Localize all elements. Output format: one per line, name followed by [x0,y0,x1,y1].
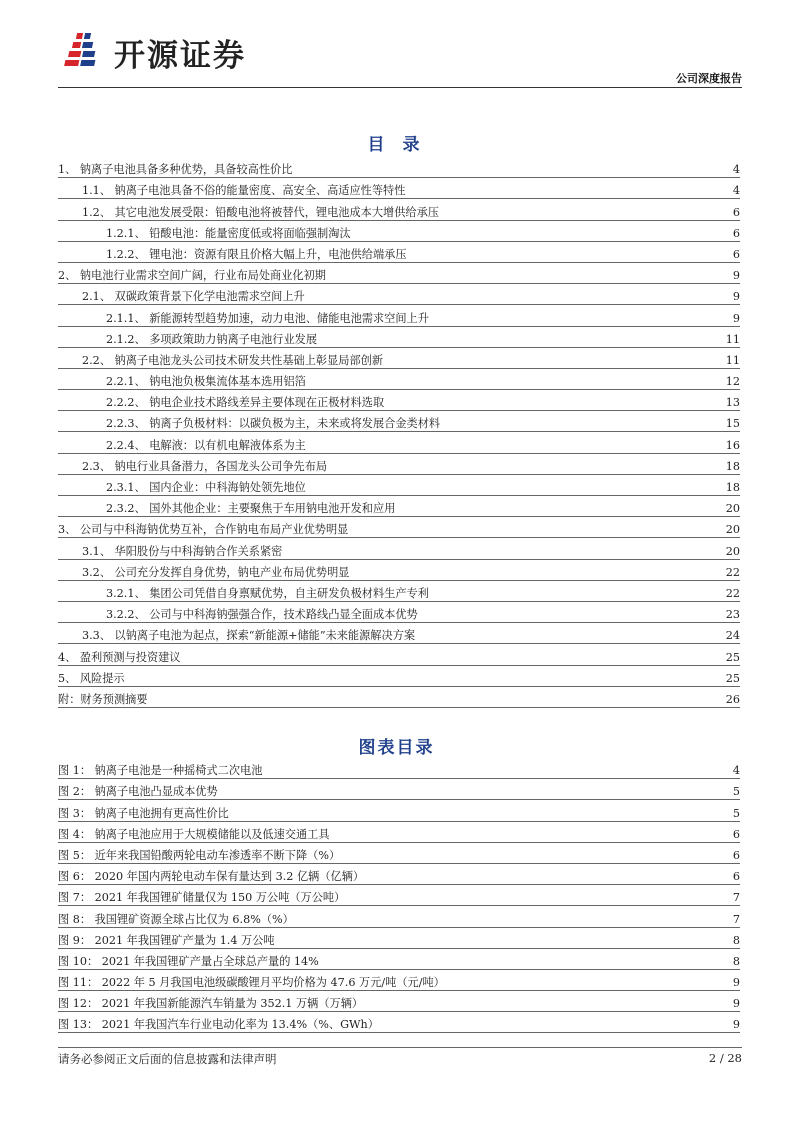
toc-entry-page: 9 [730,289,740,304]
figure-entry-label: 图 2： 钠离子电池凸显成本优势 [58,785,218,799]
company-name: 开源证券 [114,37,246,74]
toc-entry-label: 1.2.1、 铅酸电池：能量密度低或将面临强制淘汰 [106,226,351,240]
figure-entry-label: 图 13： 2021 年我国汽车行业电动化率为 13.4%（%、GWh） [58,1018,379,1032]
toc-entry[interactable] [58,414,740,435]
figure-entry-page: 9 [730,1017,740,1032]
leader-line [58,686,740,687]
figure-entry[interactable] [58,888,740,909]
leader-line [58,389,740,390]
toc-entry[interactable] [58,308,740,329]
toc-entry-page: 20 [723,544,740,559]
toc-entry[interactable] [58,520,740,541]
figure-entry-page: 6 [730,827,740,842]
toc-entry-page: 6 [730,226,740,241]
leader-line [58,799,740,800]
toc-entry-label: 1、 钠离子电池具备多种优势，具备较高性价比 [58,163,293,177]
figure-entry-page: 5 [730,784,740,799]
figure-entry-page: 9 [730,996,740,1011]
toc-entry-page: 13 [723,395,740,410]
toc-entry[interactable] [58,647,740,668]
figure-entry-page: 8 [730,933,740,948]
leader-line [58,622,740,623]
leader-line [58,1011,740,1012]
toc-entry[interactable] [58,541,740,562]
leader-line [58,368,740,369]
figure-entry-page: 7 [730,890,740,905]
toc-entry-page: 9 [730,268,740,283]
leader-line [58,778,740,779]
figure-entry-label: 图 5： 近年来我国铅酸两轮电动车渗透率不断下降（%） [58,848,341,862]
leader-line [58,495,740,496]
leader-line [58,283,740,284]
toc-entry-label: 1.1、 钠离子电池具备不俗的能量密度、高安全、高适应性等特性 [82,184,406,198]
figure-entry-label: 图 4： 钠离子电池应用于大规模储能以及低速交通工具 [58,827,330,841]
figure-entry[interactable] [58,782,740,803]
toc-entry-label: 3.2.2、 公司与中科海钠强强合作，技术路线凸显全面成本优势 [106,608,418,622]
figure-entry[interactable] [58,909,740,930]
toc-entry-page: 25 [723,671,740,686]
figure-entry-label: 图 1： 钠离子电池是一种摇椅式二次电池 [58,764,263,778]
toc-entry-page: 22 [723,586,740,601]
toc-entry-page: 25 [723,650,740,665]
leader-line [58,347,740,348]
figure-entry[interactable] [58,931,740,952]
toc-entry-label: 3.1、 华阳股份与中科海钠合作关系紧密 [82,544,283,558]
leader-line [58,241,740,242]
leader-line [58,559,740,560]
toc-entry-label: 1.2、 其它电池发展受限：铅酸电池将被替代，锂电池成本大增供给承压 [82,205,439,219]
toc-entry[interactable] [58,287,740,308]
figure-entry-page: 6 [730,869,740,884]
toc-entry-label: 2.2.3、 钠离子负极材料：以碳负极为主，未来或将发展合金类材料 [106,417,441,431]
toc-entry[interactable] [58,478,740,499]
toc-entry[interactable] [58,351,740,372]
toc-entry-page: 20 [723,522,740,537]
toc-entry-page: 23 [723,607,740,622]
leader-line [58,431,740,432]
page-header [58,18,742,88]
toc-entry[interactable] [58,626,740,647]
leader-line [58,304,740,305]
leader-line [58,537,740,538]
leader-line [58,863,740,864]
toc-entry-label: 3、 公司与中科海钠优势互补，合作钠电布局产业优势明显 [58,523,349,537]
figure-entry-label: 图 3： 钠离子电池拥有更高性价比 [58,806,229,820]
figure-entry-label: 图 12： 2021 年我国新能源汽车销量为 352.1 万辆（万辆） [58,997,364,1011]
leader-line [58,884,740,885]
figure-entry[interactable] [58,973,740,994]
toc-entry[interactable] [58,669,740,690]
toc-entry-label: 3.3、 以钠离子电池为起点，探索“新能源+储能”未来能源解决方案 [82,629,416,643]
leader-line [58,262,740,263]
leader-line [58,643,740,644]
leader-line [58,601,740,602]
toc-entry-label: 2.2.4、 电解液：以有机电解液体系为主 [106,438,306,452]
toc-entry-label: 2.3、 钠电行业具备潜力，各国龙头公司争先布局 [82,459,328,473]
toc-entry-page: 15 [723,416,740,431]
table-of-contents [58,160,740,711]
company-logo [64,26,246,78]
toc-entry-label: 2.2.1、 钠电池负极集流体基本选用铝箔 [106,375,306,389]
figure-entry-label: 图 7： 2021 年我国锂矿储量仅为 150 万公吨（万公吨） [58,891,346,905]
toc-entry-page: 6 [730,247,740,262]
leader-line [58,842,740,843]
toc-entry-page: 9 [730,311,740,326]
toc-entry[interactable] [58,245,740,266]
figure-entry-label: 图 10： 2021 年我国锂矿产量占全球总产量的 14% [58,954,319,968]
toc-entry-page: 11 [723,353,740,368]
toc-entry[interactable] [58,457,740,478]
toc-entry[interactable] [58,690,740,711]
toc-entry-page: 20 [723,501,740,516]
toc-entry-page: 24 [723,628,740,643]
figure-entry-page: 8 [730,954,740,969]
toc-entry-label: 2.1、 双碳政策背景下化学电池需求空间上升 [82,290,305,304]
figure-entry-page: 7 [730,912,740,927]
toc-entry[interactable] [58,435,740,456]
header-divider [58,87,742,88]
leader-line [58,821,740,822]
toc-entry-label: 附：财务预测摘要 [58,692,148,706]
toc-entry[interactable] [58,330,740,351]
figure-list [58,761,740,1036]
leader-line [58,927,740,928]
toc-entry-page: 11 [723,332,740,347]
toc-entry[interactable] [58,584,740,605]
toc-entry[interactable] [58,224,740,245]
figure-entry-label: 图 6： 2020 年国内两轮电动车保有量达到 3.2 亿辆（亿辆） [58,870,365,884]
leader-line [58,177,740,178]
toc-entry[interactable] [58,266,740,287]
figure-entry-page: 5 [730,806,740,821]
figures-title: 图表目录 [358,738,435,758]
toc-entry-label: 2.2.2、 钠电企业技术路线差异主要体现在正极材料选取 [106,396,385,410]
toc-entry-page: 18 [723,480,740,495]
toc-entry-label: 2.1.1、 新能源转型趋势加速，动力电池、储能电池需求空间上升 [106,311,429,325]
leader-line [58,220,740,221]
report-type-label: 公司深度报告 [676,72,742,85]
figure-entry[interactable] [58,803,740,824]
toc-entry-label: 2、 钠电池行业需求空间广阔，行业布局处商业化初期 [58,269,326,283]
figure-entry-label: 图 11： 2022 年 5 月我国电池级碳酸锂月平均价格为 47.6 万元/吨（元/吨） [58,976,445,990]
leader-line [58,474,740,475]
leader-line [58,969,740,970]
toc-entry-label: 2.3.2、 国外其他企业：主要聚焦于车用钠电池开发和应用 [106,502,396,516]
toc-entry-page: 4 [730,183,740,198]
figure-entry[interactable] [58,846,740,867]
figure-entry[interactable] [58,1015,740,1036]
leader-line [58,707,740,708]
toc-entry-label: 1.2.2、 锂电池：资源有限且价格大幅上升，电池供给端承压 [106,247,407,261]
toc-entry-page: 16 [723,438,740,453]
toc-entry-label: 2.1.2、 多项政策助力钠离子电池行业发展 [106,332,318,346]
toc-entry-label: 5、 风险提示 [58,671,125,685]
toc-entry[interactable] [58,202,740,223]
figure-entry[interactable] [58,952,740,973]
toc-entry-label: 3.2、 公司充分发挥自身优势，钠电产业布局优势明显 [82,565,350,579]
figure-entry-page: 4 [730,763,740,778]
toc-title: 目 录 [367,135,426,155]
leader-line [58,326,740,327]
figure-entry[interactable] [58,825,740,846]
toc-entry[interactable] [58,605,740,626]
footer-divider [58,1047,742,1048]
figure-entry-page: 6 [730,848,740,863]
toc-entry-label: 2.2、 钠离子电池龙头公司技术研发共性基础上彰显局部创新 [82,353,384,367]
toc-entry-label: 3.2.1、 集团公司凭借自身禀赋优势，自主研发负极材料生产专利 [106,586,429,600]
figure-entry[interactable] [58,994,740,1015]
toc-entry[interactable] [58,372,740,393]
toc-entry[interactable] [58,160,740,181]
figure-entry-page: 9 [730,975,740,990]
kaiyuan-logo-icon [64,29,108,75]
toc-entry-page: 18 [723,459,740,474]
toc-entry-label: 4、 盈利预测与投资建议 [58,650,181,664]
footer-disclaimer: 请务必参阅正文后面的信息披露和法律声明 [58,1052,277,1066]
leader-line [58,198,740,199]
page-number: 2 / 28 [708,1051,742,1065]
leader-line [58,990,740,991]
leader-line [58,1032,740,1033]
leader-line [58,453,740,454]
toc-entry[interactable] [58,181,740,202]
toc-entry[interactable] [58,393,740,414]
toc-entry-page: 4 [730,162,740,177]
leader-line [58,665,740,666]
toc-entry-page: 26 [723,692,740,707]
figure-entry-label: 图 8： 我国锂矿资源全球占比仅为 6.8%（%） [58,912,294,926]
figure-entry[interactable] [58,761,740,782]
leader-line [58,410,740,411]
toc-entry-label: 2.3.1、 国内企业：中科海钠处领先地位 [106,481,306,494]
leader-line [58,905,740,906]
toc-entry-page: 6 [730,205,740,220]
leader-line [58,516,740,517]
toc-entry[interactable] [58,563,740,584]
figure-entry[interactable] [58,867,740,888]
leader-line [58,580,740,581]
toc-entry-page: 12 [723,374,740,389]
toc-entry[interactable] [58,499,740,520]
leader-line [58,948,740,949]
toc-entry-page: 22 [723,565,740,580]
figure-entry-label: 图 9： 2021 年我国锂矿产量为 1.4 万公吨 [58,933,275,947]
